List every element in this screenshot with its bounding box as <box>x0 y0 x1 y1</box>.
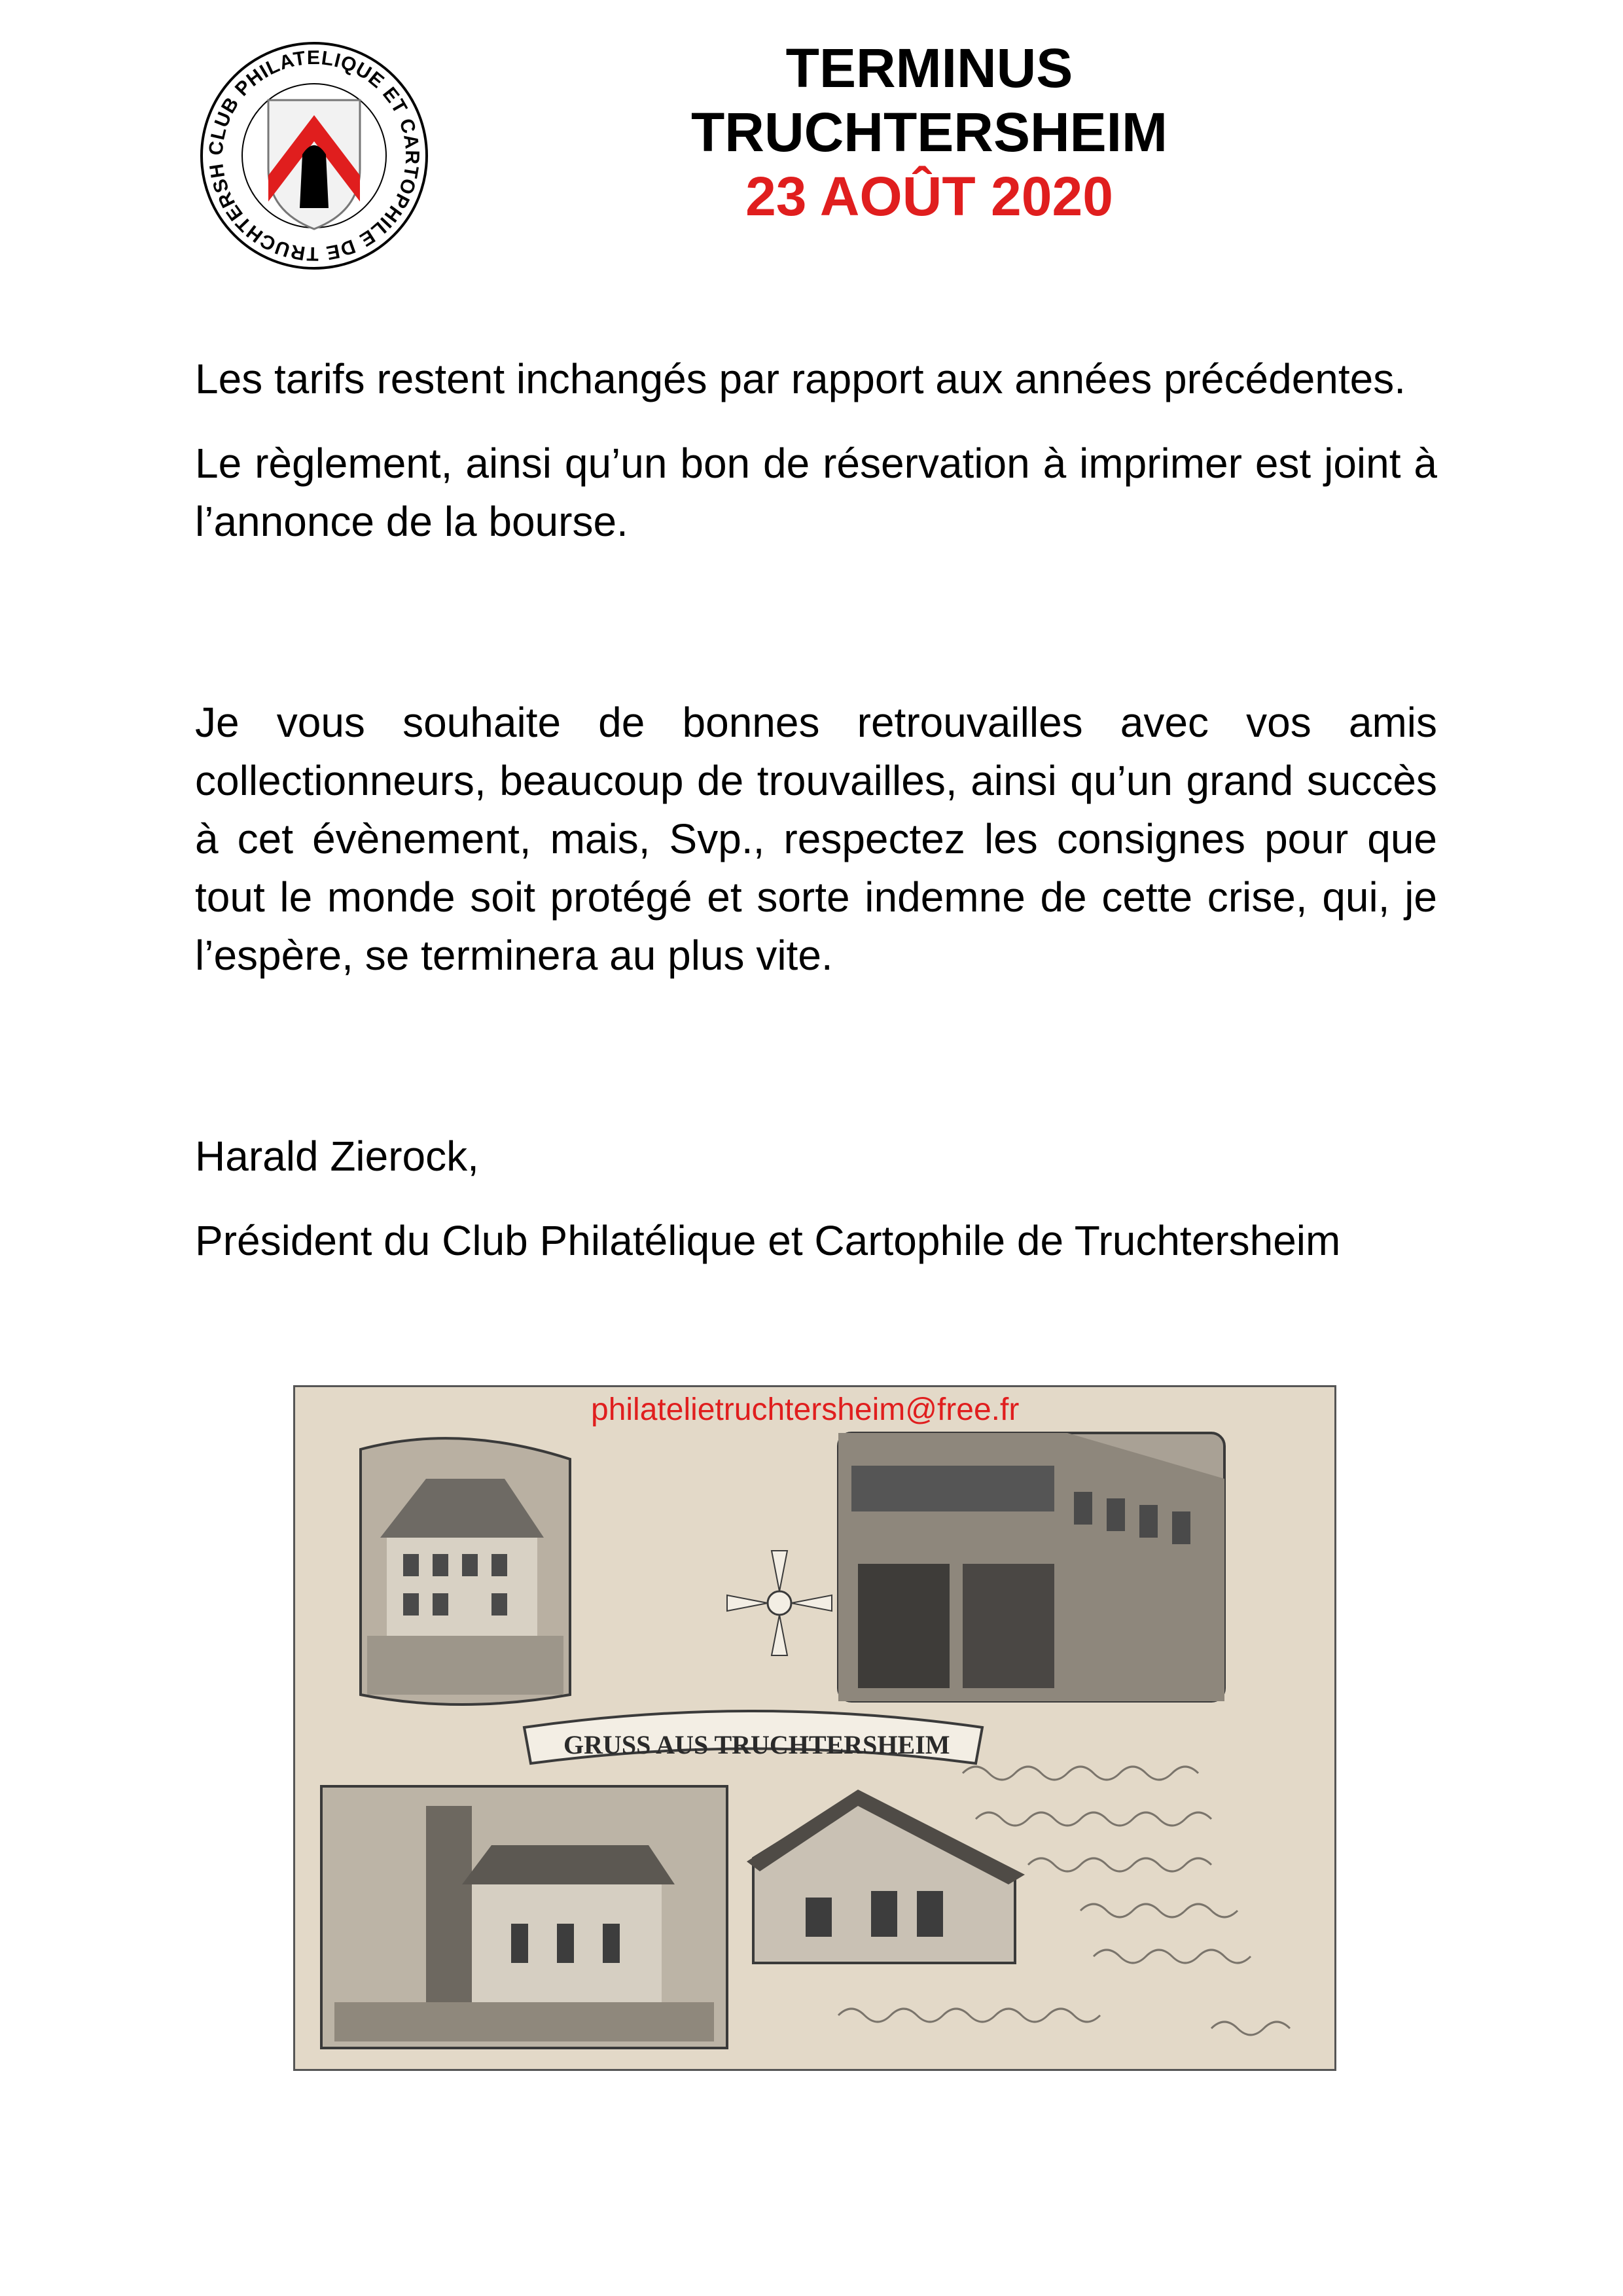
vignette-church <box>321 1786 727 2048</box>
gruss-banner <box>524 1711 982 1763</box>
banner-text: GRUSS AUS TRUCHTERSHEIM <box>563 1730 950 1759</box>
vignette-shop <box>838 1433 1224 1701</box>
signature-title: Président du Club Philatélique et Cartophile de Truchtersheim <box>195 1217 1341 1264</box>
vignette-house <box>361 1438 570 1704</box>
letter-body <box>195 350 1437 1270</box>
postcard-email: philatelietruchtersheim@free.fr <box>591 1392 1020 1427</box>
shield-chevron-icon <box>268 100 360 229</box>
paragraph-tarifs: Les tarifs restent inchangés par rapport aux années précédentes. <box>195 355 1406 402</box>
vintage-postcard <box>293 1385 1336 2071</box>
paragraph-reglement: Le règlement, ainsi qu’un bon de réservation à imprimer est joint à l’annonce de la bourse. <box>195 440 1437 545</box>
title-line-1: TERMINUS <box>785 37 1073 99</box>
event-date: 23 AOÛT 2020 <box>745 166 1113 227</box>
club-logo <box>196 38 432 274</box>
club-seal-icon <box>196 38 432 274</box>
logo-ring-text: CLUB PHILATELIQUE ET CARTOPHILE DE TRUCHTERSH <box>205 46 423 265</box>
page-header <box>589 36 1270 228</box>
title-line-2: TRUCHTERSHEIM <box>691 101 1168 163</box>
postcard-illustration <box>295 1387 1334 2069</box>
signature-name: Harald Zierock, <box>195 1133 479 1180</box>
paragraph-souhaits: Je vous souhaite de bonnes retrouvailles avec vos amis collectionneurs, beaucoup de trouvailles, ainsi qu’un grand succès à cet évènement, mais, Svp., respectez les consignes pour que tout le monde soit protégé et sorte indemne de cette crise, qui, je l’espère, se terminera au plus vite. <box>195 699 1437 979</box>
